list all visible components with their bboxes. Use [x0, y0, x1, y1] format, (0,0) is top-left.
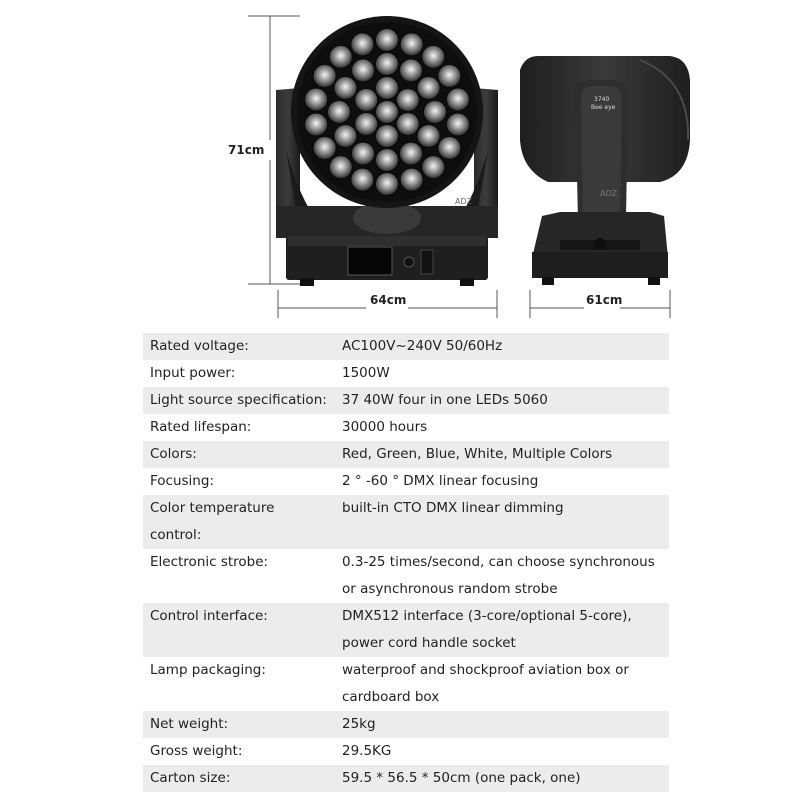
led-lens: [438, 65, 461, 88]
spec-label: Rated voltage:: [150, 338, 249, 354]
led-lens-array: [305, 29, 470, 196]
led-lens: [422, 156, 445, 179]
spec-label: Electronic strobe:: [150, 554, 269, 570]
led-lens: [400, 142, 423, 165]
width-dimension-label: 64cm: [370, 293, 407, 307]
spec-value: built-in CTO DMX linear dimming: [342, 500, 564, 516]
led-lens: [396, 113, 419, 136]
led-lens: [400, 33, 423, 56]
led-lens: [376, 173, 399, 196]
spec-row: [143, 603, 669, 657]
spec-label: Input power:: [150, 365, 236, 381]
led-lens: [376, 125, 399, 148]
led-lens: [400, 59, 423, 82]
spec-value: 25kg: [342, 716, 376, 732]
led-lens: [396, 89, 419, 112]
led-lens: [446, 113, 469, 136]
spec-label: Color temperature control:: [150, 500, 275, 543]
spec-row: [143, 711, 669, 738]
spec-label: Rated lifespan:: [150, 419, 252, 435]
spec-label: Carton size:: [150, 770, 231, 786]
side-brand-mark: ADZ: [600, 189, 618, 198]
front-view-fixture: [276, 16, 498, 286]
spec-value-line: DMX512 interface (3-core/optional 5-core),: [342, 608, 632, 624]
led-lens: [351, 168, 374, 191]
spec-row: [143, 495, 669, 549]
led-lens: [424, 101, 447, 124]
spec-label: Focusing:: [150, 473, 214, 489]
led-lens: [438, 137, 461, 160]
spec-row: [143, 549, 669, 603]
led-lens: [329, 156, 352, 179]
spec-value-line: waterproof and shockproof aviation box or: [342, 662, 629, 678]
led-lens: [329, 45, 352, 68]
spec-label: Lamp packaging:: [150, 662, 266, 678]
led-lens: [355, 113, 378, 136]
spec-value: [335, 549, 669, 603]
spec-row: [143, 387, 669, 414]
led-lens: [334, 125, 357, 148]
led-lens: [446, 88, 469, 111]
led-lens: [376, 149, 399, 172]
spec-row: [143, 657, 669, 711]
spec-value: AC100V~240V 50/60Hz: [342, 338, 503, 354]
spec-label: Gross weight:: [150, 743, 243, 759]
side-model-name: Bee eye: [591, 104, 616, 111]
led-lens: [334, 77, 357, 100]
spec-row: [143, 414, 669, 441]
depth-dimension-label: 61cm: [586, 293, 623, 307]
spec-row: [143, 333, 669, 360]
led-lens: [351, 33, 374, 56]
spec-value: [335, 603, 669, 657]
spec-row: [143, 360, 669, 387]
led-lens: [313, 65, 336, 88]
led-lens: [313, 137, 336, 160]
led-lens: [417, 77, 440, 100]
spec-value-line: power cord handle socket: [342, 635, 516, 651]
led-lens: [422, 45, 445, 68]
fixture-drawing: [0, 0, 790, 330]
spec-value: 2 ° -60 ° DMX linear focusing: [342, 473, 539, 489]
spec-value: 30000 hours: [342, 419, 428, 435]
led-lens: [355, 89, 378, 112]
spec-value: [335, 657, 669, 711]
spec-value: Red, Green, Blue, White, Multiple Colors: [342, 446, 613, 462]
led-lens: [305, 88, 328, 111]
led-lens: [376, 29, 399, 52]
spec-value-line: 0.3-25 times/second, can choose synchronous: [342, 554, 655, 570]
spec-row: [143, 468, 669, 495]
led-lens: [376, 101, 399, 124]
spec-label: Net weight:: [150, 716, 229, 732]
product-illustration: [0, 0, 790, 330]
led-lens: [376, 77, 399, 100]
side-view-fixture: [520, 56, 690, 285]
spec-value-line: cardboard box: [342, 689, 440, 705]
spec-table: [143, 333, 669, 792]
led-lens: [328, 101, 351, 124]
spec-row: [143, 738, 669, 765]
front-brand-mark: ADZ: [455, 197, 473, 206]
led-lens: [352, 59, 375, 82]
spec-label: Control interface:: [150, 608, 268, 624]
height-dimension-label: 71cm: [228, 143, 265, 157]
led-lens: [305, 113, 328, 136]
led-lens: [417, 125, 440, 148]
spec-value: 37 40W four in one LEDs 5060: [342, 392, 548, 408]
spec-value: 59.5 * 56.5 * 50cm (one pack, one): [342, 770, 581, 786]
spec-value-line: or asynchronous random strobe: [342, 581, 558, 597]
led-lens: [352, 142, 375, 165]
side-model-number: 3740: [594, 96, 610, 103]
display-screen: [348, 247, 392, 275]
control-knob: [404, 257, 414, 267]
spec-value: 29.5KG: [342, 743, 392, 759]
spec-row: [143, 765, 669, 792]
spec-label: Light source specification:: [150, 392, 327, 408]
spec-label: Colors:: [150, 446, 197, 462]
led-lens: [376, 53, 399, 76]
spec-row: [143, 441, 669, 468]
led-lens: [400, 168, 423, 191]
spec-value: 1500W: [342, 365, 390, 381]
